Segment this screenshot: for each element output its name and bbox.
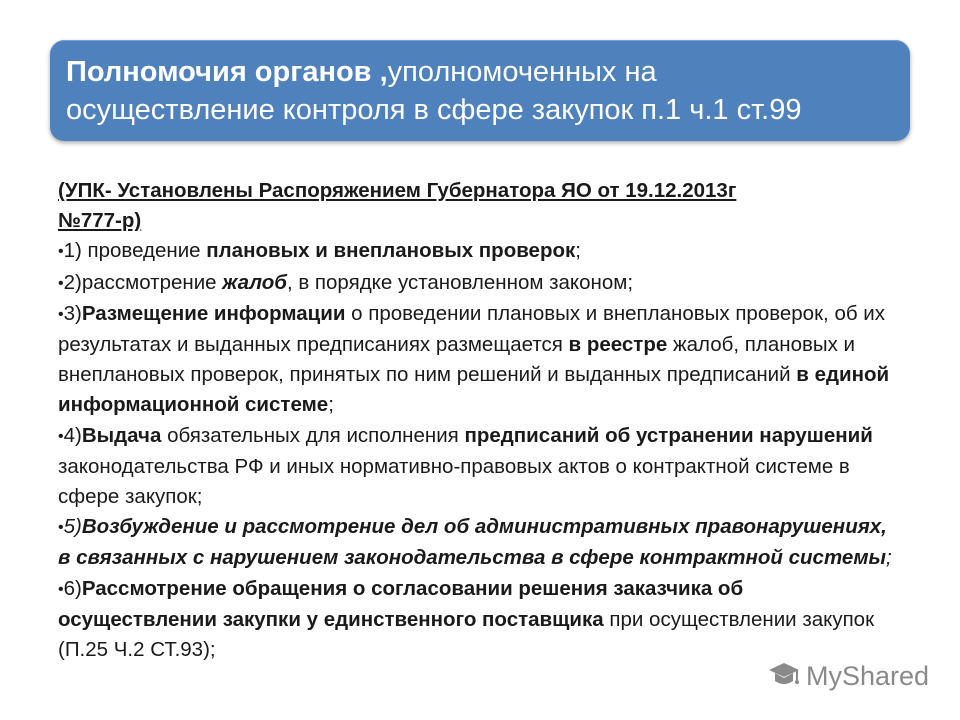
title-line-1 <box>66 53 910 91</box>
watermark-text: MyShared <box>806 660 930 691</box>
item-text: ; <box>328 393 334 417</box>
item-bold-text: в единой информационной системе <box>58 363 890 417</box>
item-bold-text: Размещение информации <box>81 301 346 325</box>
bullet: • <box>58 243 64 261</box>
item-text: жалоб, плановых и внеплановых проверок, принятых по ним решений и выданных предписаний <box>58 333 855 387</box>
item-text: ; <box>886 546 892 570</box>
bullet: • <box>58 427 64 445</box>
list-item-6 <box>58 574 903 666</box>
bullet: • <box>58 580 64 598</box>
item-text: 4) <box>63 423 82 447</box>
item-text: 6) <box>63 576 82 600</box>
item-text: обязательных для исполнения <box>161 423 465 447</box>
item-text: законодательства РФ и иных нормативно-правовых актов о контрактной системе в сфере закупок; <box>58 454 850 509</box>
item-bold-text: Рассмотрение обращения о согласовании решения заказчика об осуществлении закупки у единственного поставщика <box>58 576 744 631</box>
bullet: • <box>58 274 64 292</box>
item-text: о проведении плановых и внеплановых проверок, об их результатах и выданных предписаниях размещается <box>58 301 885 357</box>
item-text: при осуществлении закупок (П.25 Ч.2 СТ.93); <box>58 607 875 662</box>
content-body <box>58 176 903 665</box>
title-bold: Полномочия органов , <box>66 56 388 88</box>
graduation-cap-icon <box>768 661 800 691</box>
item-bold-text: жалоб <box>222 270 287 294</box>
bullet: • <box>58 305 64 323</box>
item-bold-text: предписаний об устранении нарушений <box>464 423 873 447</box>
item-text: , в порядке установленном законом; <box>286 270 634 294</box>
bullet: • <box>58 519 64 537</box>
item-text: 2)рассмотрение <box>63 270 223 294</box>
list-item-3 <box>58 299 903 421</box>
heading-line-1: (УПК- Установлены Распоряжением Губернатора ЯО от 19.12.2013г <box>58 179 737 202</box>
title-box <box>50 40 910 141</box>
item-text: 3) <box>63 301 82 325</box>
watermark-logo <box>768 659 929 693</box>
item-text: 5) <box>63 515 82 539</box>
item-bold-text: в реестре <box>568 333 668 357</box>
item-text: 1) проведение <box>63 239 207 263</box>
heading <box>58 176 903 236</box>
list-item-1 <box>58 236 903 267</box>
list-item-2 <box>58 268 903 299</box>
item-bold-text: плановых и внеплановых проверок <box>206 239 576 263</box>
list-item-4 <box>58 421 903 513</box>
item-text: ; <box>575 239 581 263</box>
item-bold-italic-text: Возбуждение и рассмотрение дел об административных правонарушениях, в связанных с нарушением законодательства в сфере контрактной системы <box>58 515 887 570</box>
heading-line-2: №777-р) <box>58 209 142 233</box>
title-rest: уполномоченных на <box>387 56 657 88</box>
title-line-2: осуществление контроля в сфере закупок п.1 ч.1 ст.99 <box>66 94 802 126</box>
list-item-5 <box>58 512 903 573</box>
item-bold-text: Выдача <box>81 423 162 447</box>
